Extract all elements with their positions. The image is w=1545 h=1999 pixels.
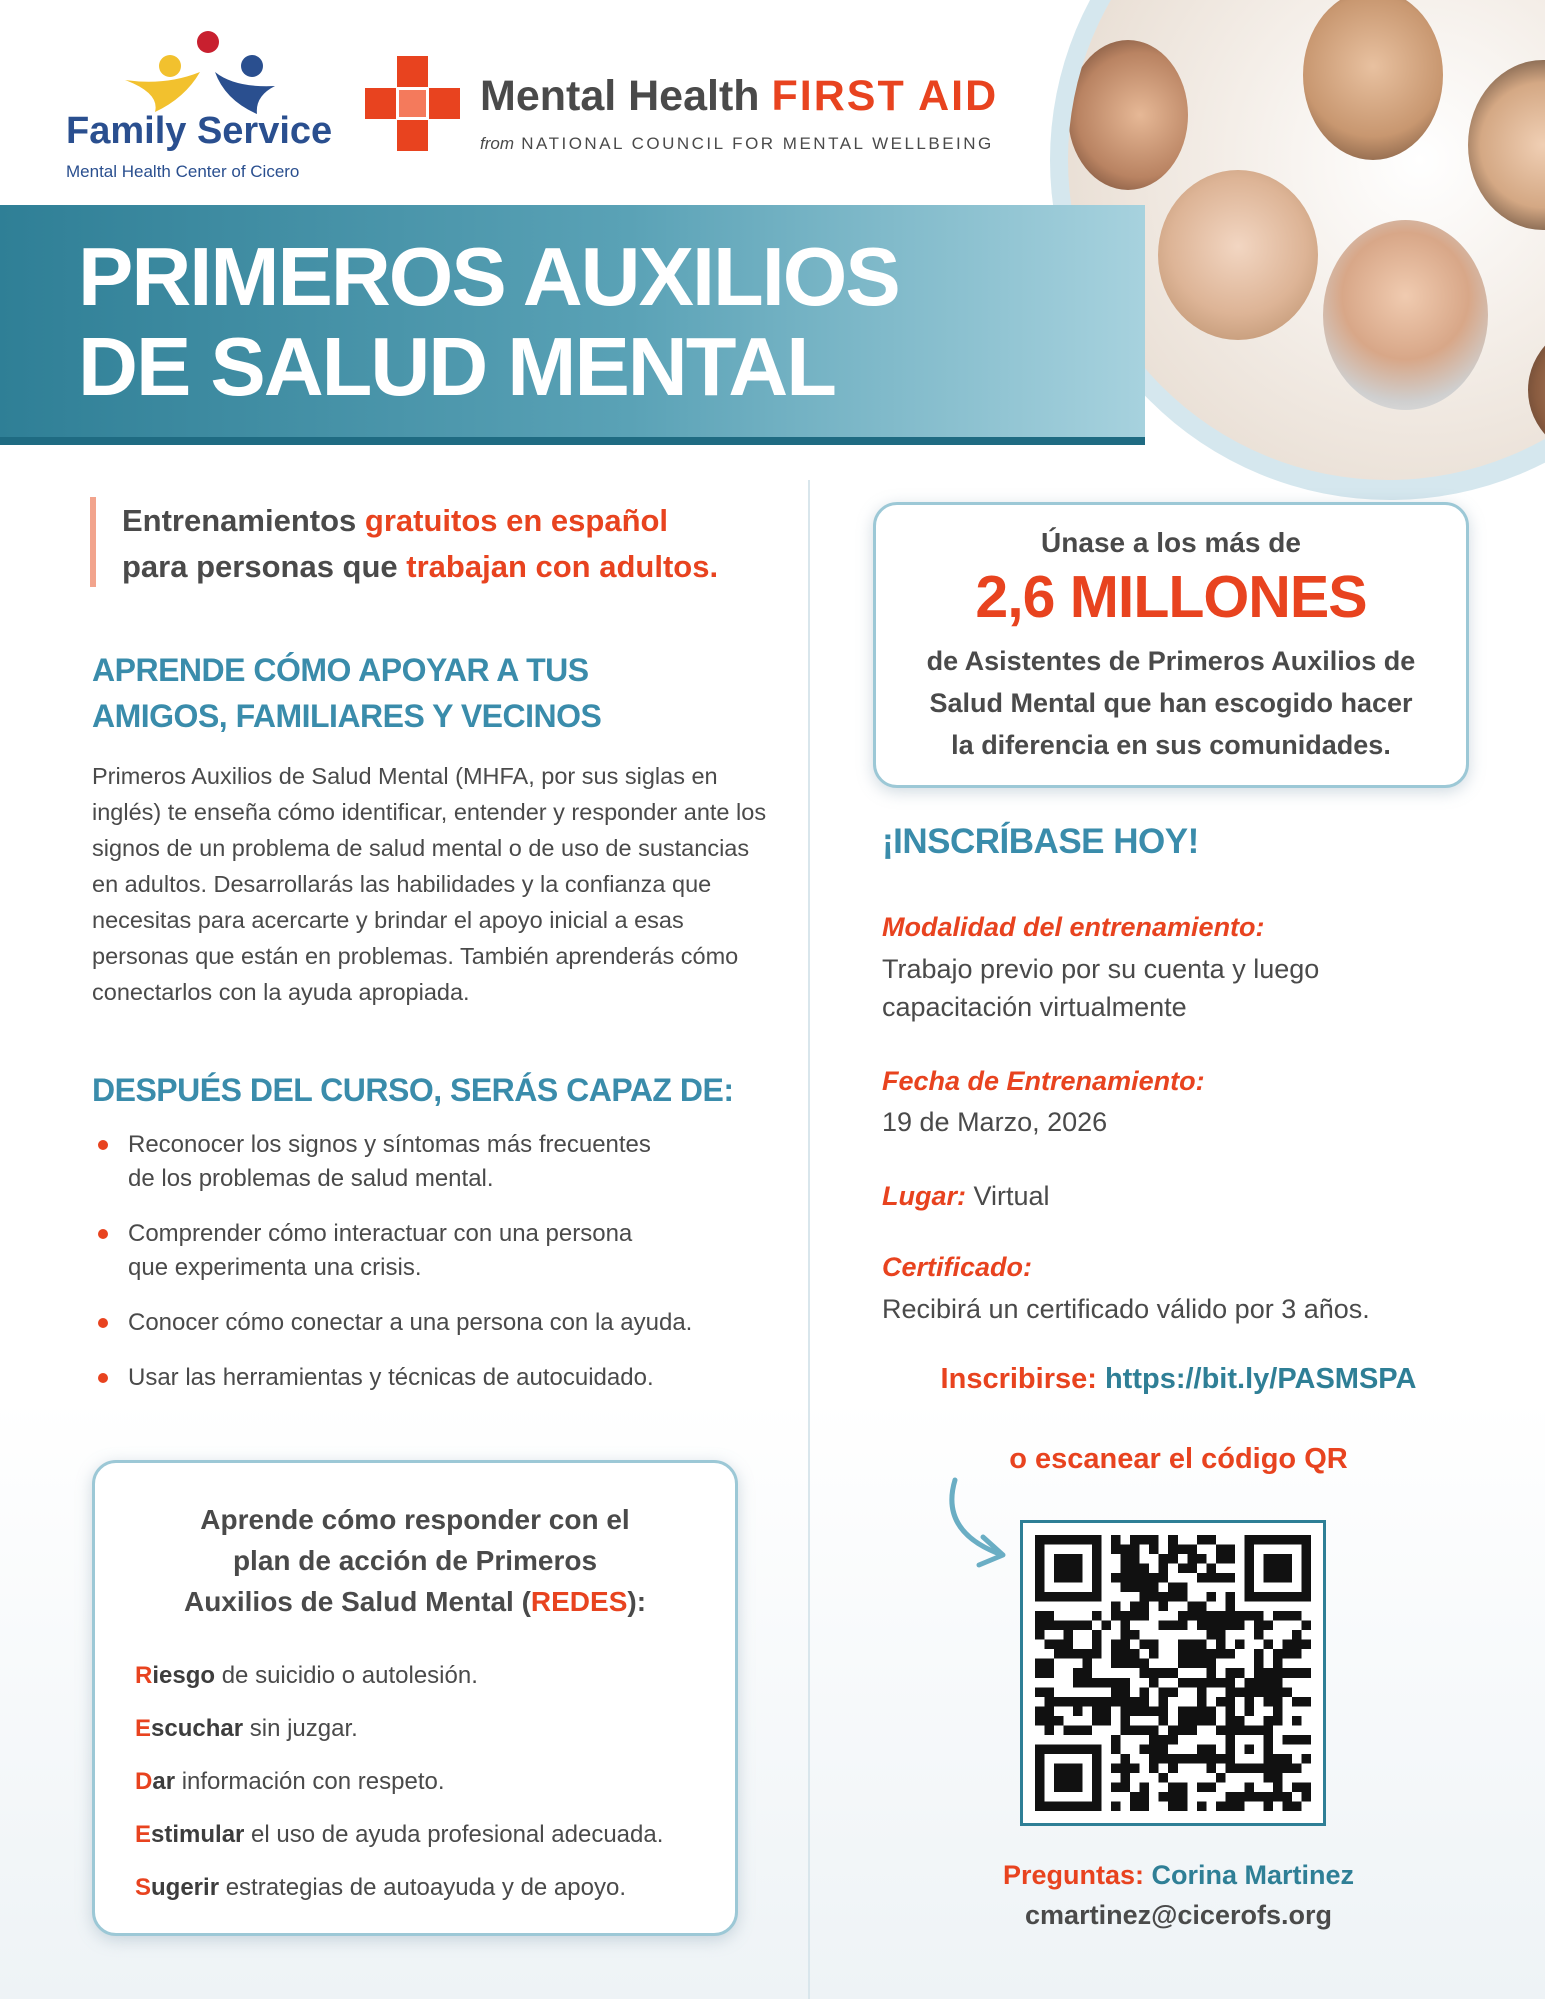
list-item [96, 1128, 796, 1196]
contact-name: Corina Martinez [1151, 1860, 1355, 1890]
redes-initial: S [135, 1874, 152, 1901]
list-item-line2: de los problemas de salud mental. [128, 1165, 494, 1192]
intro-part-a: Entrenamientos [122, 503, 365, 538]
redes-item-text: el uso de ayuda profesional adecuada. [244, 1821, 664, 1848]
scan-text: o escanear el código QR [1009, 1443, 1348, 1475]
stat-line2: Salud Mental que han escogido hacer [929, 688, 1413, 718]
redes-title-line3a: Auxilios de Salud Mental ( [183, 1586, 531, 1617]
redes-list [135, 1649, 663, 1914]
mhfa-title-accent: FIRST AID [771, 72, 999, 120]
intro-highlight-free: gratuitos en español [364, 503, 669, 538]
redes-item [135, 1649, 663, 1702]
redes-item [135, 1861, 663, 1914]
redes-keyword: stimular [151, 1821, 245, 1848]
column-divider [808, 480, 810, 1999]
qr-code[interactable] [1020, 1520, 1326, 1826]
bullet-icon [98, 1229, 108, 1239]
redes-title-line3b: ): [627, 1586, 647, 1617]
list-item-line1: Comprender cómo interactuar con una persona [128, 1220, 633, 1247]
contact-row [812, 1860, 1545, 1891]
redes-keyword: scuchar [151, 1715, 244, 1742]
face-photo [1468, 60, 1545, 230]
list-item-line1: Conocer cómo conectar a una persona con la ayuda. [128, 1309, 693, 1336]
face-photo [1158, 170, 1318, 340]
redes-title [95, 1499, 735, 1622]
stat-number: 2,6 MILLONES [975, 564, 1367, 630]
redes-item [135, 1702, 663, 1755]
after-heading: DESPUÉS DEL CURSO, SERÁS CAPAZ DE: [92, 1072, 734, 1108]
register-label: Inscribirse: [940, 1363, 1105, 1395]
face-photo [1323, 220, 1488, 410]
redes-initial: D [135, 1768, 153, 1795]
page-title [78, 232, 899, 412]
stat-box [873, 502, 1469, 788]
redes-item [135, 1755, 663, 1808]
place-value: Virtual [966, 1181, 1050, 1211]
face-photo [1528, 320, 1545, 460]
redes-initial: E [135, 1821, 152, 1848]
family-service-people-icon [115, 28, 285, 118]
redes-item [135, 1808, 663, 1861]
qr-code-pattern [1035, 1535, 1311, 1811]
redes-keyword: iesgo [152, 1662, 216, 1689]
curved-arrow-icon [935, 1475, 1025, 1575]
stat-description [886, 640, 1456, 766]
face-photo [1303, 0, 1443, 160]
title-band-underline [0, 437, 1145, 445]
stat-intro: Únase a los más de [1041, 527, 1301, 558]
redes-initial: R [135, 1662, 153, 1689]
mhfa-title [480, 72, 998, 121]
redes-title-line1: Aprende cómo responder con el [200, 1504, 630, 1535]
redes-item-text: estrategias de autoayuda y de apoyo. [219, 1874, 626, 1901]
mhfa-from-prefix: from [480, 134, 514, 153]
redes-item-text: sin juzgar. [243, 1715, 358, 1742]
bullet-icon [98, 1318, 108, 1328]
page-title-line2: DE SALUD MENTAL [78, 320, 835, 413]
cert-label: Certificado: [882, 1252, 1033, 1282]
family-service-subtitle: Mental Health Center of Cicero [66, 162, 300, 181]
after-list [96, 1128, 796, 1395]
redes-acronym: REDES [530, 1586, 628, 1617]
learn-body: Primeros Auxilios de Salud Mental (MHFA, por sus siglas en inglés) te enseña cómo identificar, entender y responder ante los signos de un problema de salud mental o de uso de sustancias en adultos. Desarrollarás las habilidades y la confianza que necesitas para acercarte y brindar el apoyo inicial a esas personas que están en problemas. También aprenderás cómo conectarlos con la ayuda apropiada. [92, 763, 767, 1005]
register-row [812, 1363, 1545, 1396]
redes-keyword: ugerir [151, 1874, 220, 1901]
face-photo [1068, 40, 1188, 190]
redes-title-line3 [95, 1581, 735, 1622]
register-link[interactable]: https://bit.ly/PASMSPA [1104, 1363, 1417, 1395]
list-item-line1: Reconocer los signos y síntomas más frecuentes [128, 1131, 651, 1158]
family-service-logo [60, 28, 335, 188]
first-aid-cross-icon [365, 56, 460, 151]
learn-heading-line1: APRENDE CÓMO APOYAR A TUS [92, 652, 589, 688]
bullet-icon [98, 1140, 108, 1150]
signup-heading: ¡INSCRÍBASE HOY! [882, 822, 1199, 861]
modality-value [882, 950, 1319, 1026]
family-service-name: Family Service [66, 110, 333, 152]
redes-box [92, 1460, 738, 1936]
intro-highlight-adults: trabajan con adultos. [406, 549, 719, 584]
page-title-line1: PRIMEROS AUXILIOS [78, 230, 899, 323]
bullet-icon [98, 1373, 108, 1383]
stat-line3: la diferencia en sus comunidades. [951, 730, 1391, 760]
modality-line2: capacitación virtualmente [882, 992, 1187, 1022]
date-label: Fecha de Entrenamiento: [882, 1066, 1205, 1096]
redes-item-text: de suicidio o autolesión. [215, 1662, 478, 1689]
redes-initial: E [135, 1715, 152, 1742]
cert-value: Recibirá un certificado válido por 3 años. [882, 1294, 1370, 1324]
intro-accent-bar [90, 497, 96, 587]
learn-heading-line2: AMIGOS, FAMILIARES Y VECINOS [92, 698, 602, 734]
contact-label: Preguntas: [1002, 1860, 1152, 1890]
list-item-line2: que experimenta una crisis. [128, 1254, 422, 1281]
learn-heading [92, 647, 601, 739]
modality-line1: Trabajo previo por su cuenta y luego [882, 954, 1320, 984]
mhfa-subtitle [480, 134, 994, 154]
place-label: Lugar: [882, 1181, 966, 1211]
intro-text [122, 498, 718, 590]
stat-line1: de Asistentes de Primeros Auxilios de [926, 646, 1416, 676]
list-item [96, 1217, 796, 1285]
place-row [882, 1177, 1050, 1215]
contact-email[interactable]: cmartinez@cicerofs.org [1025, 1900, 1332, 1930]
intro-part-c: para personas que [122, 549, 407, 584]
list-item-line1: Usar las herramientas y técnicas de autocuidado. [128, 1364, 654, 1391]
modality-label: Modalidad del entrenamiento: [882, 912, 1265, 942]
list-item [96, 1361, 796, 1395]
redes-item-text: información con respeto. [175, 1768, 445, 1795]
list-item [96, 1306, 796, 1340]
redes-keyword: ar [152, 1768, 176, 1795]
mhfa-title-main: Mental Health [480, 72, 760, 120]
mhfa-from-org: NATIONAL COUNCIL FOR MENTAL WELLBEING [521, 134, 994, 153]
redes-title-line2: plan de acción de Primeros [232, 1545, 598, 1576]
mhfa-logo [365, 52, 1045, 162]
date-value: 19 de Marzo, 2026 [882, 1107, 1108, 1137]
